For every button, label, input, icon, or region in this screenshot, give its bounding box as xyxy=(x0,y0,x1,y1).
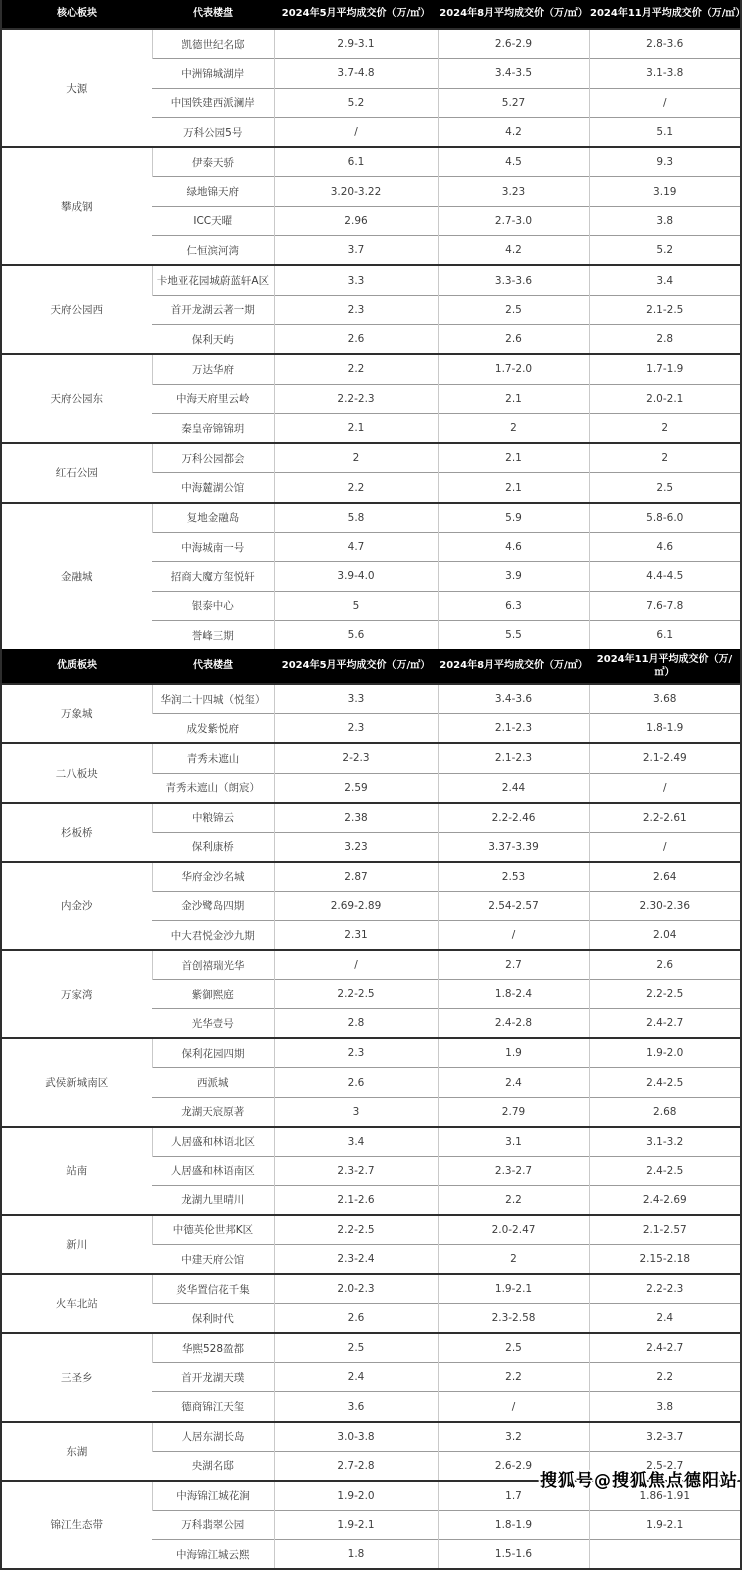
price-cell: 2.2-2.3 xyxy=(589,1274,741,1304)
price-cell: 5.9 xyxy=(438,503,589,533)
area-cell: 天府公园东 xyxy=(1,354,152,443)
price-cell: 3.7 xyxy=(274,236,438,266)
price-cell: 7.6-7.8 xyxy=(589,591,741,620)
price-cell: 1.9-2.0 xyxy=(274,1481,438,1511)
area-cell: 站南 xyxy=(1,1127,152,1215)
property-name-cell: 中海锦江城花涧 xyxy=(152,1481,274,1511)
column-header: 核心板块 xyxy=(1,0,152,29)
price-cell: 1.7 xyxy=(438,1481,589,1511)
price-cell: 3 xyxy=(274,1097,438,1127)
price-cell: 2.3-2.7 xyxy=(274,1156,438,1185)
property-name-cell: 万达华府 xyxy=(152,354,274,384)
price-cell: 2 xyxy=(589,443,741,473)
area-cell: 万象城 xyxy=(1,684,152,743)
price-cell: 2.4-2.69 xyxy=(589,1185,741,1215)
property-name-cell: 中德英伦世邦K区 xyxy=(152,1215,274,1245)
property-name-cell: 绿地锦天府 xyxy=(152,177,274,206)
price-cell: 2.96 xyxy=(274,206,438,235)
price-cell: 2.1-2.5 xyxy=(589,295,741,324)
table-row xyxy=(1,1038,741,1068)
price-cell: 5.2 xyxy=(589,236,741,266)
property-name-cell: 龙湖天宸原著 xyxy=(152,1097,274,1127)
price-cell: 2.54-2.57 xyxy=(438,891,589,920)
table-row xyxy=(1,265,741,295)
price-cell: 2.3 xyxy=(274,295,438,324)
price-cell: 5.8 xyxy=(274,503,438,533)
column-header: 2024年11月平均成交价（万/㎡） xyxy=(589,649,741,684)
price-cell: 2.8-3.6 xyxy=(589,29,741,59)
price-cell: 2.6-2.9 xyxy=(438,29,589,59)
property-name-cell: 华府金沙名城 xyxy=(152,862,274,892)
property-name-cell: 人居东湖长岛 xyxy=(152,1422,274,1452)
price-cell: 2.1-2.49 xyxy=(589,743,741,773)
price-cell: 1.8-2.4 xyxy=(438,980,589,1009)
price-cell: 2.3-2.7 xyxy=(438,1156,589,1185)
property-name-cell: 青秀未遮山（朗宸） xyxy=(152,773,274,803)
price-cell: 3.2-3.7 xyxy=(589,1422,741,1452)
price-cell: 2.59 xyxy=(274,773,438,803)
price-cell: 2.4-2.8 xyxy=(438,1009,589,1039)
price-cell: 5.6 xyxy=(274,620,438,649)
price-cell: 3.1 xyxy=(438,1127,589,1157)
price-cell: / xyxy=(438,920,589,950)
price-cell: 2.31 xyxy=(274,920,438,950)
price-cell: 2.8 xyxy=(589,324,741,354)
property-name-cell: 中粮锦云 xyxy=(152,803,274,833)
price-cell: 2.6 xyxy=(274,1304,438,1334)
column-header: 优质板块 xyxy=(1,649,152,684)
property-name-cell: 中海麓湖公馆 xyxy=(152,473,274,503)
table-row xyxy=(1,1215,741,1245)
property-name-cell: 中国铁建西派澜岸 xyxy=(152,88,274,117)
price-cell: 2.04 xyxy=(589,920,741,950)
price-cell: 3.3 xyxy=(274,684,438,714)
price-cell: 2.4-2.5 xyxy=(589,1156,741,1185)
price-cell: 2.2-2.5 xyxy=(274,1215,438,1245)
price-cell: 2.7-2.8 xyxy=(274,1451,438,1481)
price-cell: 3.3-3.6 xyxy=(438,265,589,295)
area-cell: 内金沙 xyxy=(1,862,152,950)
price-cell: / xyxy=(438,1392,589,1422)
price-cell: 3.8 xyxy=(589,1392,741,1422)
price-cell: 2.2-2.61 xyxy=(589,803,741,833)
property-name-cell: 中海天府里云岭 xyxy=(152,384,274,413)
price-cell: 2.64 xyxy=(589,862,741,892)
price-cell: 2.1 xyxy=(438,384,589,413)
price-cell: 1.8 xyxy=(274,1539,438,1569)
property-name-cell: 人居盛和林语南区 xyxy=(152,1156,274,1185)
price-cell: 3.8 xyxy=(589,206,741,235)
property-name-cell: 首开龙湖天璞 xyxy=(152,1363,274,1392)
price-cell: 4.7 xyxy=(274,533,438,562)
price-cell: 2.4 xyxy=(438,1068,589,1097)
property-name-cell: 万科公园5号 xyxy=(152,117,274,147)
price-cell: 3.1-3.2 xyxy=(589,1127,741,1157)
price-cell: 2.4-2.7 xyxy=(589,1333,741,1363)
price-cell: 2.1-2.57 xyxy=(589,1215,741,1245)
price-cell: 2.0-2.47 xyxy=(438,1215,589,1245)
area-cell: 三圣乡 xyxy=(1,1333,152,1421)
price-cell: 2 xyxy=(274,443,438,473)
column-header: 2024年8月平均成交价（万/㎡） xyxy=(438,649,589,684)
price-cell: 2.4-2.5 xyxy=(589,1068,741,1097)
price-cell: 3.7-4.8 xyxy=(274,59,438,88)
price-cell: 3.4-3.6 xyxy=(438,684,589,714)
price-cell: 3.23 xyxy=(438,177,589,206)
price-cell: 2.44 xyxy=(438,773,589,803)
price-cell: 3.9-4.0 xyxy=(274,562,438,591)
price-cell: 2.4 xyxy=(274,1363,438,1392)
price-cell: 2.9-3.1 xyxy=(274,29,438,59)
property-name-cell: 中大君悦金沙九期 xyxy=(152,920,274,950)
price-cell: 5.2 xyxy=(274,88,438,117)
price-cell: 2.1-2.3 xyxy=(438,714,589,744)
property-name-cell: 紫御熙庭 xyxy=(152,980,274,1009)
price-cell: 3.68 xyxy=(589,684,741,714)
table-row xyxy=(1,147,741,177)
price-cell: 1.8-1.9 xyxy=(589,714,741,744)
price-cell: 4.2 xyxy=(438,236,589,266)
price-cell: 1.7-1.9 xyxy=(589,354,741,384)
property-name-cell: 保利时代 xyxy=(152,1304,274,1334)
price-cell: 2.5 xyxy=(274,1333,438,1363)
column-header: 2024年8月平均成交价（万/㎡） xyxy=(438,0,589,29)
price-cell: 1.86-1.91 xyxy=(589,1481,741,1511)
property-name-cell: 保利天屿 xyxy=(152,324,274,354)
property-name-cell: ICC天曜 xyxy=(152,206,274,235)
price-cell: 3.20-3.22 xyxy=(274,177,438,206)
property-name-cell: 卡地亚花园城蔚蓝轩A区 xyxy=(152,265,274,295)
price-cell: 5.8-6.0 xyxy=(589,503,741,533)
area-cell: 二八板块 xyxy=(1,743,152,802)
property-name-cell: 首创禧瑞光华 xyxy=(152,950,274,980)
price-cell: 5.27 xyxy=(438,88,589,117)
price-cell: 2.5 xyxy=(438,295,589,324)
property-name-cell: 保利花园四期 xyxy=(152,1038,274,1068)
table-row xyxy=(1,443,741,473)
price-cell: 6.3 xyxy=(438,591,589,620)
price-cell: 3.0-3.8 xyxy=(274,1422,438,1452)
price-cell: 2.4 xyxy=(589,1304,741,1334)
property-name-cell: 龙湖九里晴川 xyxy=(152,1185,274,1215)
area-cell: 新川 xyxy=(1,1215,152,1274)
price-cell: 3.23 xyxy=(274,832,438,862)
property-name-cell: 万科公园都会 xyxy=(152,443,274,473)
area-cell: 大源 xyxy=(1,29,152,147)
price-cell: 1.9-2.1 xyxy=(438,1274,589,1304)
price-cell: 4.6 xyxy=(438,533,589,562)
property-name-cell: 誉峰三期 xyxy=(152,620,274,649)
price-cell: 6.1 xyxy=(274,147,438,177)
price-cell: 2.2 xyxy=(274,354,438,384)
area-cell: 万家湾 xyxy=(1,950,152,1038)
price-cell: 2.6 xyxy=(438,324,589,354)
area-cell: 锦江生态带 xyxy=(1,1481,152,1569)
price-cell: 9.3 xyxy=(589,147,741,177)
property-name-cell: 人居盛和林语北区 xyxy=(152,1127,274,1157)
price-cell: / xyxy=(589,832,741,862)
price-cell: 2.3-2.58 xyxy=(438,1304,589,1334)
price-cell: / xyxy=(274,950,438,980)
table-row xyxy=(1,503,741,533)
price-cell: 2.2-2.5 xyxy=(589,980,741,1009)
area-cell: 天府公园西 xyxy=(1,265,152,354)
price-cell: 2.5 xyxy=(438,1333,589,1363)
price-cell: 3.4 xyxy=(274,1127,438,1157)
table-row xyxy=(1,1127,741,1157)
price-cell: 2.30-2.36 xyxy=(589,891,741,920)
watermark-text: 搜狐号@搜狐焦点德阳站 xyxy=(540,1471,738,1491)
price-cell: 2.1-2.3 xyxy=(438,743,589,773)
price-cell: 4.6 xyxy=(589,533,741,562)
price-cell: / xyxy=(274,117,438,147)
area-cell: 杉板桥 xyxy=(1,803,152,862)
price-cell: 4.2 xyxy=(438,117,589,147)
price-cell: 5.1 xyxy=(589,117,741,147)
price-cell: 2.7-3.0 xyxy=(438,206,589,235)
price-cell: 2.5 xyxy=(589,473,741,503)
price-cell: 2.2 xyxy=(274,473,438,503)
table-row xyxy=(1,1422,741,1452)
area-cell: 东湖 xyxy=(1,1422,152,1481)
price-cell: 2.0-2.1 xyxy=(589,384,741,413)
header-row xyxy=(1,649,741,684)
price-cell: 1.7-2.0 xyxy=(438,354,589,384)
price-cell: 2.69-2.89 xyxy=(274,891,438,920)
price-cell: / xyxy=(589,88,741,117)
price-cell: 1.9 xyxy=(438,1038,589,1068)
price-cell: 2.5-2.7 xyxy=(589,1451,741,1481)
price-cell: 3.4-3.5 xyxy=(438,59,589,88)
property-name-cell: 西派城 xyxy=(152,1068,274,1097)
price-cell: 2-2.3 xyxy=(274,743,438,773)
property-name-cell: 央湖名邸 xyxy=(152,1451,274,1481)
property-name-cell: 凯德世纪名邸 xyxy=(152,29,274,59)
price-cell: 2.1-2.6 xyxy=(274,1185,438,1215)
price-cell: 2.79 xyxy=(438,1097,589,1127)
price-cell: 3.6 xyxy=(274,1392,438,1422)
table-row xyxy=(1,29,741,59)
property-name-cell: 中海锦江城云熙 xyxy=(152,1539,274,1569)
property-name-cell: 金沙鹭岛四期 xyxy=(152,891,274,920)
price-cell: 2.1 xyxy=(438,473,589,503)
property-name-cell: 复地金融岛 xyxy=(152,503,274,533)
price-cell: 2.3 xyxy=(274,1038,438,1068)
price-cell: 3.2 xyxy=(438,1422,589,1452)
price-cell: 2.6-2.9 xyxy=(438,1451,589,1481)
price-cell: 1.5-1.6 xyxy=(438,1539,589,1569)
property-name-cell: 成发紫悦府 xyxy=(152,714,274,744)
table-row xyxy=(1,1333,741,1363)
area-cell: 攀成钢 xyxy=(1,147,152,265)
price-cell: 2.68 xyxy=(589,1097,741,1127)
price-cell: 2.3-2.4 xyxy=(274,1245,438,1275)
price-cell: 2.6 xyxy=(274,1068,438,1097)
price-cell: 2.4-2.7 xyxy=(589,1009,741,1039)
table-row xyxy=(1,743,741,773)
property-name-cell: 中海城南一号 xyxy=(152,533,274,562)
property-name-cell: 中建天府公馆 xyxy=(152,1245,274,1275)
price-cell: 2.1 xyxy=(438,443,589,473)
price-cell: 2 xyxy=(438,1245,589,1275)
price-cell: 1.8-1.9 xyxy=(438,1510,589,1539)
property-name-cell: 仁恒滨河湾 xyxy=(152,236,274,266)
property-name-cell: 青秀未遮山 xyxy=(152,743,274,773)
column-header: 2024年5月平均成交价（万/㎡） xyxy=(274,649,438,684)
table-row xyxy=(1,950,741,980)
price-cell: 2.38 xyxy=(274,803,438,833)
price-cell: 2.53 xyxy=(438,862,589,892)
price-cell xyxy=(589,1539,741,1569)
column-header: 2024年5月平均成交价（万/㎡） xyxy=(274,0,438,29)
price-cell: 2.6 xyxy=(589,950,741,980)
price-cell: 6.1 xyxy=(589,620,741,649)
price-cell: 5.5 xyxy=(438,620,589,649)
price-cell: 3.1-3.8 xyxy=(589,59,741,88)
table-row xyxy=(1,684,741,714)
price-cell: 2.2 xyxy=(438,1185,589,1215)
price-cell: 3.9 xyxy=(438,562,589,591)
area-cell: 武侯新城南区 xyxy=(1,1038,152,1126)
price-cell: 2 xyxy=(438,413,589,443)
price-cell: 2 xyxy=(589,413,741,443)
table-row xyxy=(1,1274,741,1304)
property-name-cell: 伊泰天骄 xyxy=(152,147,274,177)
price-cell: 2.15-2.18 xyxy=(589,1245,741,1275)
price-cell: 3.37-3.39 xyxy=(438,832,589,862)
price-cell: 2.0-2.3 xyxy=(274,1274,438,1304)
price-cell: 3.19 xyxy=(589,177,741,206)
price-cell: 2.8 xyxy=(274,1009,438,1039)
property-name-cell: 炎华置信花千集 xyxy=(152,1274,274,1304)
price-cell: 3.3 xyxy=(274,265,438,295)
quality-area-table xyxy=(0,649,742,1570)
column-header: 代表楼盘 xyxy=(152,0,274,29)
property-name-cell: 招商大魔方玺悦轩 xyxy=(152,562,274,591)
price-cell: 1.9-2.1 xyxy=(274,1510,438,1539)
price-cell: 4.4-4.5 xyxy=(589,562,741,591)
property-name-cell: 光华壹号 xyxy=(152,1009,274,1039)
property-name-cell: 华润二十四城（悦玺） xyxy=(152,684,274,714)
header-row xyxy=(1,0,741,29)
price-cell: 2.2-2.46 xyxy=(438,803,589,833)
price-cell: 2.87 xyxy=(274,862,438,892)
price-cell: 2.3 xyxy=(274,714,438,744)
price-cell: 2.7 xyxy=(438,950,589,980)
price-cell: 1.9-2.0 xyxy=(589,1038,741,1068)
price-cell: 2.2-2.3 xyxy=(274,384,438,413)
price-cell: 1.9-2.1 xyxy=(589,1510,741,1539)
price-cell: 4.5 xyxy=(438,147,589,177)
property-name-cell: 万科翡翠公园 xyxy=(152,1510,274,1539)
price-cell: 2.2 xyxy=(438,1363,589,1392)
property-name-cell: 首开龙湖云著一期 xyxy=(152,295,274,324)
table-row xyxy=(1,803,741,833)
price-cell: 5 xyxy=(274,591,438,620)
area-cell: 火车北站 xyxy=(1,1274,152,1333)
area-cell: 金融城 xyxy=(1,503,152,649)
price-cell: 2.1 xyxy=(274,413,438,443)
column-header: 代表楼盘 xyxy=(152,649,274,684)
price-cell: 2.2-2.5 xyxy=(274,980,438,1009)
table-row xyxy=(1,862,741,892)
area-cell: 红石公园 xyxy=(1,443,152,503)
column-header: 2024年11月平均成交价（万/㎡） xyxy=(589,0,741,29)
property-name-cell: 银泰中心 xyxy=(152,591,274,620)
price-cell: 2.6 xyxy=(274,324,438,354)
property-name-cell: 秦皇帝锦锦玥 xyxy=(152,413,274,443)
property-name-cell: 华熙528盈都 xyxy=(152,1333,274,1363)
property-name-cell: 德商锦江天玺 xyxy=(152,1392,274,1422)
property-name-cell: 保利康桥 xyxy=(152,832,274,862)
price-cell: 3.4 xyxy=(589,265,741,295)
property-name-cell: 中洲锦城湖岸 xyxy=(152,59,274,88)
core-area-table xyxy=(0,0,745,649)
price-cell: / xyxy=(589,773,741,803)
table-row xyxy=(1,354,741,384)
price-cell: 2.2 xyxy=(589,1363,741,1392)
